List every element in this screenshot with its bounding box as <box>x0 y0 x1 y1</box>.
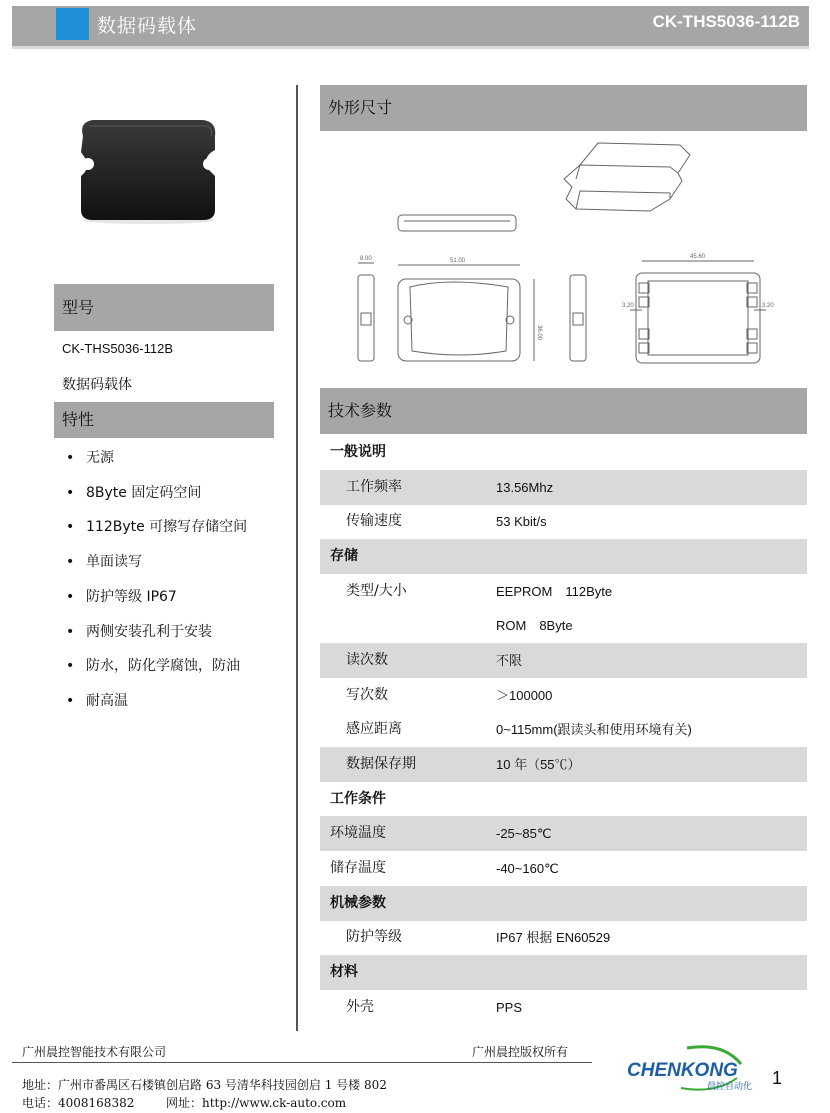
model-code: CK-THS5036-112B <box>62 341 174 356</box>
spec-value: ＞100000 <box>496 688 553 703</box>
spec-label: 写次数 <box>346 687 388 703</box>
feature-item: • 防水，防化学腐蚀，防油 <box>66 658 240 674</box>
feature-item: • 两侧安装孔利于安装 <box>66 624 212 640</box>
header-title: 数据码载体 <box>97 15 198 37</box>
spec-group-row <box>320 539 807 574</box>
footer-phone: 电话：4008168382 <box>22 1096 135 1110</box>
feature-item: • 8Byte 固定码空间 <box>66 485 202 501</box>
spec-label: 环境温度 <box>330 825 386 841</box>
footer-address: 地址：广州市番禺区石楼镇创启路 63 号清华科技园创启 1 号楼 802 <box>22 1078 387 1092</box>
feature-item: • 单面读写 <box>66 554 142 570</box>
spec-label: 外壳 <box>346 999 374 1015</box>
dim-hole-left-label: 3.20 <box>622 303 634 309</box>
spec-row <box>320 851 807 886</box>
spec-group-row <box>320 955 807 990</box>
footer-website[interactable]: 网址：http://www.ck-auto.com <box>166 1096 347 1110</box>
feature-item: • 防护等级 IP67 <box>66 589 177 605</box>
dim-hole-spacing-label: 45.60 <box>690 254 706 260</box>
spec-value: -40~160℃ <box>496 861 559 876</box>
header-model: CK-THS5036-112B <box>652 12 800 31</box>
spec-value: EEPROM 112Byte <box>496 584 613 599</box>
spec-row <box>320 470 807 505</box>
dimension-drawings <box>330 135 800 380</box>
spec-row <box>320 574 807 609</box>
dim-length-label: 51.00 <box>450 258 466 264</box>
page-number: 1 <box>772 1068 783 1088</box>
logo-text-en: CHENKONG <box>627 1060 738 1081</box>
spec-row <box>320 816 807 851</box>
spec-value: 10 年（55℃） <box>496 757 581 772</box>
spec-value: ROM 8Byte <box>496 618 573 633</box>
spec-row <box>320 990 807 1025</box>
spec-group-row <box>320 886 807 921</box>
spec-value: -25~85℃ <box>496 826 552 841</box>
logo-text-cn: 晨控自动化 <box>707 1082 753 1092</box>
spec-group-title: 材料 <box>330 964 358 980</box>
spec-value: 13.56Mhz <box>496 480 554 495</box>
feature-item: • 耐高温 <box>66 693 128 709</box>
spec-group-title: 存储 <box>330 548 358 564</box>
column-divider <box>296 85 298 1031</box>
spec-value: 不限 <box>496 653 523 668</box>
header-accent-square <box>56 8 89 40</box>
footer-rights: 广州晨控版权所有 <box>472 1045 569 1059</box>
spec-label: 读次数 <box>346 652 388 668</box>
header-shadow <box>12 46 809 49</box>
spec-row <box>320 678 807 713</box>
dim-thickness-label: 8.00 <box>360 256 372 262</box>
spec-group-row <box>320 435 807 470</box>
spec-label: 类型/大小 <box>346 583 407 599</box>
model-description: 数据码载体 <box>62 377 132 393</box>
chenkong-logo <box>625 1044 760 1094</box>
product-photo <box>75 118 220 224</box>
spec-value: 0~115mm(跟读头和使用环境有关) <box>496 722 692 737</box>
spec-group-title: 一般说明 <box>330 444 386 460</box>
spec-group-title: 工作条件 <box>330 791 386 807</box>
spec-label: 防护等级 <box>346 929 402 945</box>
spec-value: IP67 根据 EN60529 <box>496 930 611 945</box>
spec-label: 工作频率 <box>346 479 402 495</box>
spec-label: 储存温度 <box>330 860 386 876</box>
spec-row <box>320 504 807 539</box>
feature-item: • 无源 <box>66 450 114 466</box>
spec-row <box>320 747 807 782</box>
spec-label: 感应距离 <box>346 721 402 737</box>
spec-row <box>320 643 807 678</box>
footer-company: 广州晨控智能技术有限公司 <box>22 1045 167 1059</box>
spec-label: 传输速度 <box>346 513 402 529</box>
dim-hole-right-label: 3.20 <box>762 303 774 309</box>
spec-label: 数据保存期 <box>346 756 416 772</box>
spec-value: 53 Kbit/s <box>496 514 547 529</box>
spec-row <box>320 608 807 643</box>
spec-group-row <box>320 782 807 817</box>
feature-item: • 112Byte 可擦写存储空间 <box>66 519 248 535</box>
footer-divider <box>12 1062 592 1063</box>
dim-width-label: 36.00 <box>536 325 542 341</box>
spec-group-title: 机械参数 <box>330 895 386 911</box>
specs-heading: 技术参数 <box>320 388 807 434</box>
features-heading: 特性 <box>54 402 274 438</box>
spec-value: PPS <box>496 1000 523 1015</box>
model-heading: 型号 <box>54 284 274 331</box>
spec-row <box>320 920 807 955</box>
spec-row <box>320 712 807 747</box>
dimensions-heading: 外形尺寸 <box>320 85 807 131</box>
